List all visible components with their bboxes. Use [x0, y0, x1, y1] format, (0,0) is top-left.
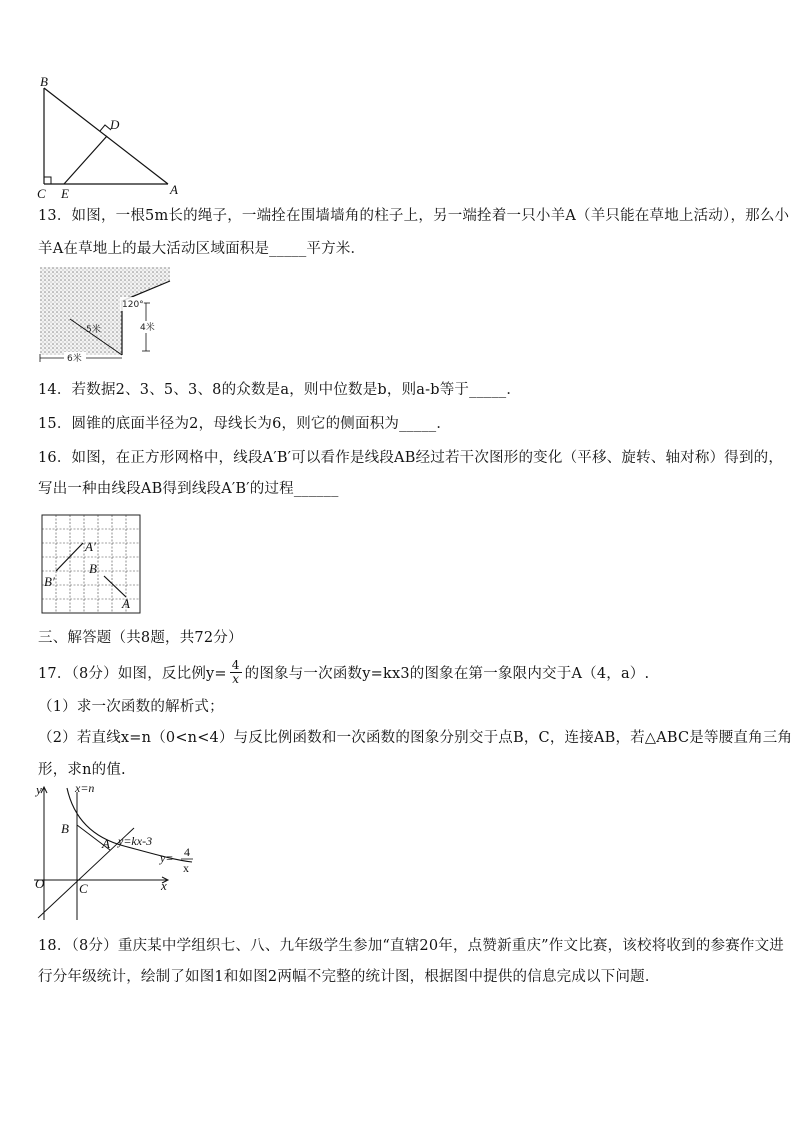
- point-b-label: B: [61, 821, 69, 836]
- label-d: D: [110, 117, 120, 132]
- q17-line1: [38, 660, 649, 687]
- y-axis-label: y: [36, 782, 42, 797]
- q16-line1: 16．如图，在正方形网格中，线段A′B′可以看作是线段AB经过若干次图形的变化（平移、旋转、轴对称）得到的，: [38, 450, 784, 466]
- rope-label: 5米: [86, 325, 101, 335]
- curve-numerator: 4: [184, 845, 190, 859]
- label-b: B: [89, 561, 97, 576]
- q17-part1: （1）求一次函数的解析式；: [38, 699, 224, 715]
- q17-line1-b: 的图象与一次函数y=kx3的图象在第一象限内交于A（4，a）.: [244, 665, 650, 682]
- label-a: A: [122, 596, 130, 611]
- grid-figure: [42, 515, 142, 615]
- line-label: y=kx-3: [118, 834, 153, 848]
- label-a: A: [170, 182, 178, 197]
- section3-heading: 三、解答题（共8题，共72分）: [38, 630, 243, 646]
- q17-part2-line2: 形，求n的值.: [38, 762, 126, 778]
- q17-part2-line1: （2）若直线x=n（0<n<4）与反比例函数和一次函数的图象分别交于点B，C，连接AB，若△ABC是等腰直角三角: [38, 730, 793, 746]
- function-graph-figure: [34, 780, 204, 925]
- wall-bottom-label: 6米: [67, 354, 82, 364]
- label-c: C: [37, 186, 46, 201]
- angle-label: 120°: [122, 300, 144, 310]
- point-c-label: C: [79, 881, 88, 896]
- x-axis-label: x: [161, 878, 167, 893]
- point-a-label: A: [102, 836, 110, 851]
- q13-line2: 羊A在草地上的最大活动区域面积是_____平方米．: [38, 241, 366, 257]
- q15-text: 15．圆锥的底面半径为2，母线长为6，则它的侧面积为_____．: [38, 416, 452, 432]
- goat-grass-figure: [40, 267, 170, 367]
- q13-line1: 13．如图，一根5m长的绳子，一端拴在围墙墙角的柱子上，另一端拴着一只小羊A（羊只能在草地上活动），那么小: [38, 208, 790, 224]
- label-a-prime: A′: [85, 539, 96, 554]
- curve-label: y=: [160, 851, 174, 865]
- origin-label: O: [35, 876, 45, 891]
- q16-line2: 写出一种由线段AB得到线段A′B′的过程______: [38, 481, 339, 497]
- q17-line1-a: 17．（8分）如图，反比例y=: [38, 665, 227, 682]
- label-b-prime: B′: [44, 574, 55, 589]
- fraction-denominator: x: [232, 672, 240, 686]
- label-e: E: [61, 186, 69, 201]
- curve-denominator: x: [183, 861, 189, 875]
- triangle-figure: [30, 74, 190, 199]
- vline-label: x=n: [75, 781, 95, 795]
- q18-line1: 18．（8分）重庆某中学组织七、八、九年级学生参加“直辖20年，点赞新重庆”作文比赛，该校将收到的参赛作文进: [38, 938, 784, 954]
- wall-right-label: 4米: [140, 323, 155, 333]
- label-b: B: [40, 74, 48, 89]
- q14-text: 14．若数据2、3、5、3、8的众数是a，则中位数是b，则a-b等于_____．: [38, 382, 522, 398]
- fraction-numerator: 4: [231, 658, 240, 672]
- q18-line2: 行分年级统计，绘制了如图1和如图2两幅不完整的统计图，根据图中提供的信息完成以下问题．: [38, 969, 660, 985]
- fraction-4-over-x: [230, 659, 242, 686]
